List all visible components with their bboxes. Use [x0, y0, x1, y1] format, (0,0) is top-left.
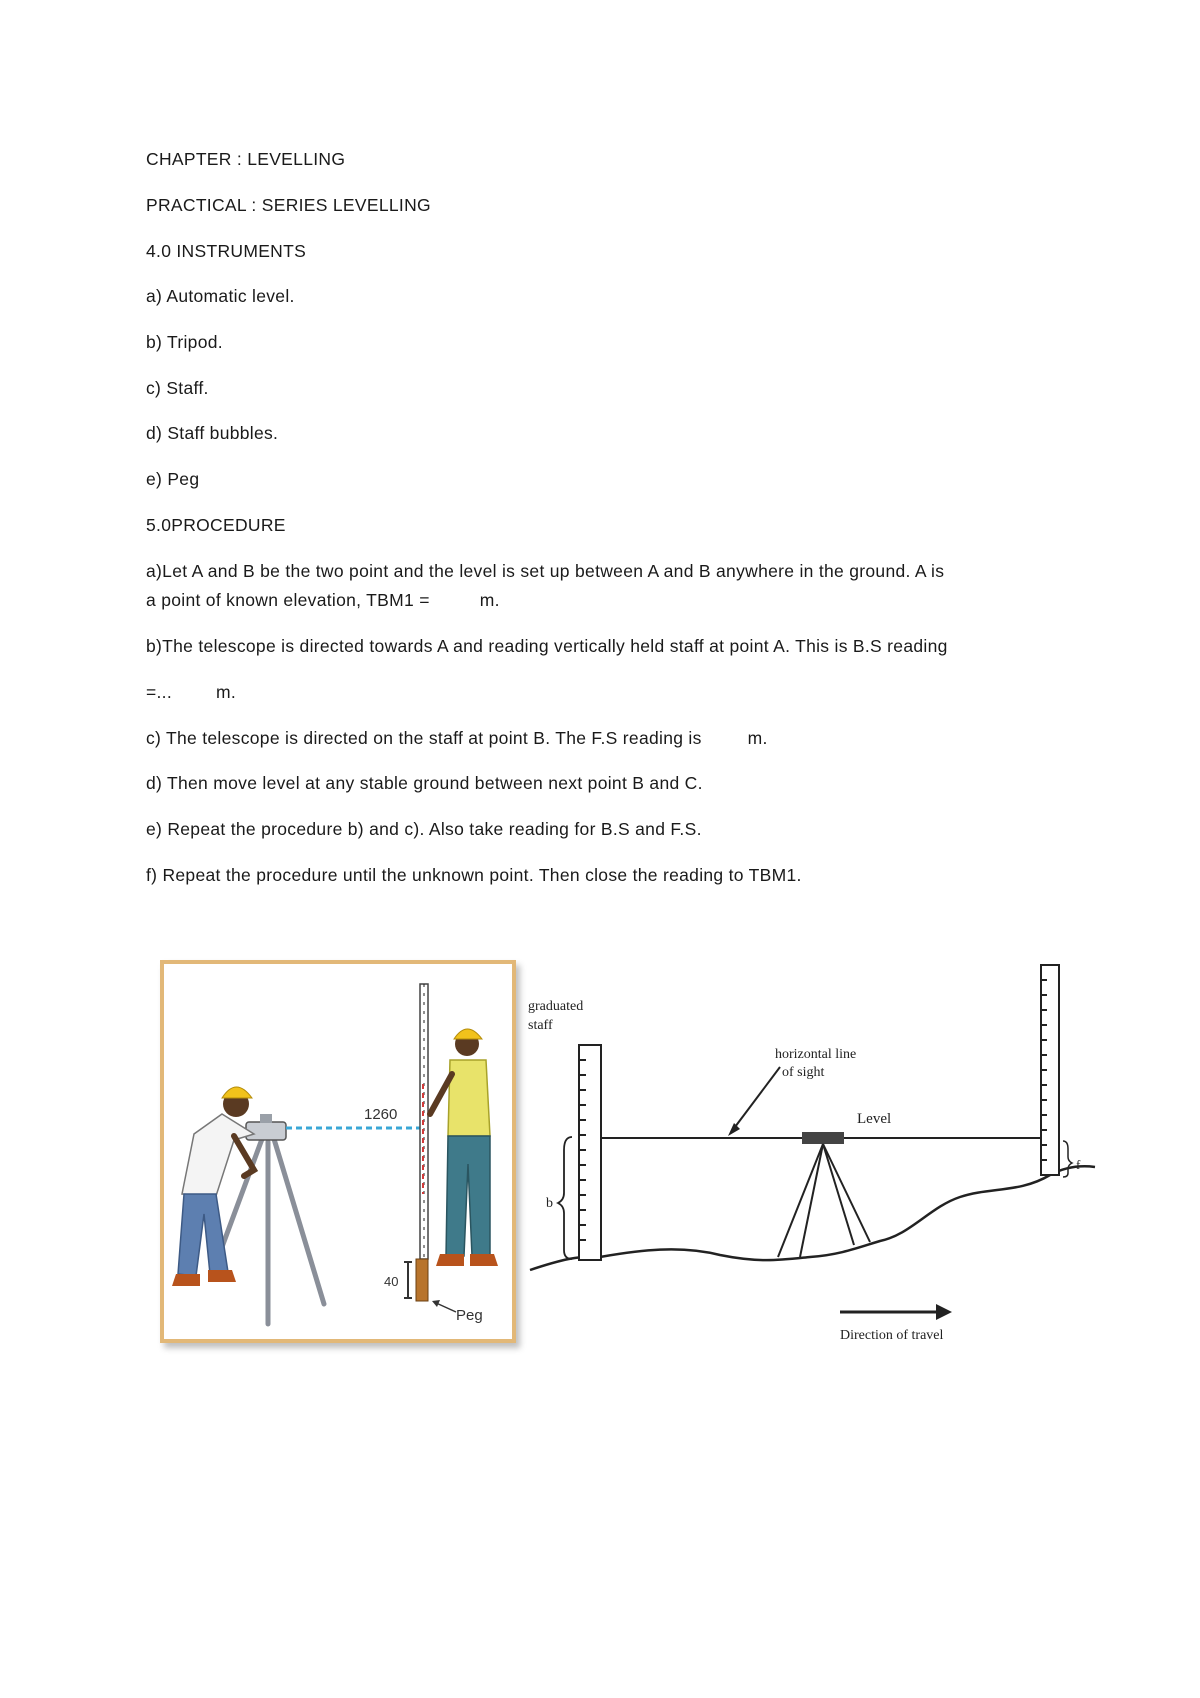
step-a-unit: m. — [479, 590, 500, 610]
instrument-item: a) Automatic level. — [146, 286, 295, 306]
level-on-tripod-icon — [778, 1111, 891, 1257]
peg-icon — [384, 1259, 483, 1324]
chapter-heading: CHAPTER : LEVELLING — [146, 149, 346, 169]
instrument-item: c) Staff. — [146, 378, 209, 398]
line-of-sight-label-1: horizontal line — [775, 1047, 857, 1062]
practical-heading: PRACTICAL : SERIES LEVELLING — [146, 195, 431, 215]
levelling-staff-icon — [420, 984, 428, 1259]
graduated-staff-right — [1041, 965, 1081, 1177]
step-c-text: c) The telescope is directed on the staff at point B. The F.S reading is — [146, 728, 702, 748]
backsight-b-label: b — [546, 1196, 553, 1211]
step-c-unit: m. — [747, 728, 768, 748]
procedure-step-a-line1: a)Let A and B be the two point and the level is set up between A and B anywhere in the ground. A is — [146, 561, 945, 581]
instrument-item: d) Staff bubbles. — [146, 423, 279, 443]
tripod-icon — [212, 1139, 324, 1324]
procedure-step-b-line2 — [146, 681, 236, 703]
instrument-item: b) Tripod. — [146, 332, 223, 352]
graduated-staff-left — [528, 999, 601, 1260]
series-levelling-diagram — [520, 945, 1100, 1355]
ground-profile — [530, 1166, 1095, 1270]
series-levelling-diagram-svg — [520, 945, 1100, 1355]
line-of-sight-arrow — [732, 1067, 780, 1131]
level-label: Level — [857, 1111, 892, 1127]
procedure-title: 5.0PROCEDURE — [146, 515, 286, 535]
graduated-staff-label-1: graduated — [528, 999, 584, 1014]
graduated-staff-label-2: staff — [528, 1018, 553, 1033]
peg-label: Peg — [456, 1307, 483, 1324]
surveyor-icon — [172, 1087, 254, 1286]
step-b-text: =... — [146, 682, 173, 702]
instrument-item: e) Peg — [146, 469, 200, 489]
procedure-step-b-line1: b)The telescope is directed towards A and reading vertically held staff at point A. This is B.S reading — [146, 636, 948, 656]
instruments-title: 4.0 INSTRUMENTS — [146, 241, 307, 261]
line-of-sight-label-2: of sight — [782, 1065, 825, 1080]
staff-reading-label: 1260 — [364, 1106, 398, 1123]
direction-of-travel-arrow — [840, 1304, 952, 1343]
step-b-unit: m. — [216, 682, 237, 702]
direction-of-travel-label: Direction of travel — [840, 1328, 944, 1343]
levelling-illustration — [160, 960, 516, 1343]
procedure-step-f: f) Repeat the procedure until the unknown point. Then close the reading to TBM1. — [146, 865, 802, 885]
procedure-step-e: e) Repeat the procedure b) and c). Also take reading for B.S and F.S. — [146, 819, 702, 839]
staff-holder-icon — [430, 1029, 498, 1266]
procedure-step-a-line2 — [146, 589, 500, 611]
peg-height-label: 40 — [384, 1274, 399, 1289]
procedure-step-c — [146, 727, 768, 749]
automatic-level-icon — [246, 1114, 286, 1140]
procedure-step-d: d) Then move level at any stable ground between next point B and C. — [146, 773, 703, 793]
foresight-f-label: f — [1076, 1157, 1081, 1172]
step-a-text: a point of known elevation, TBM1 = — [146, 590, 430, 610]
levelling-illustration-svg — [164, 964, 512, 1339]
